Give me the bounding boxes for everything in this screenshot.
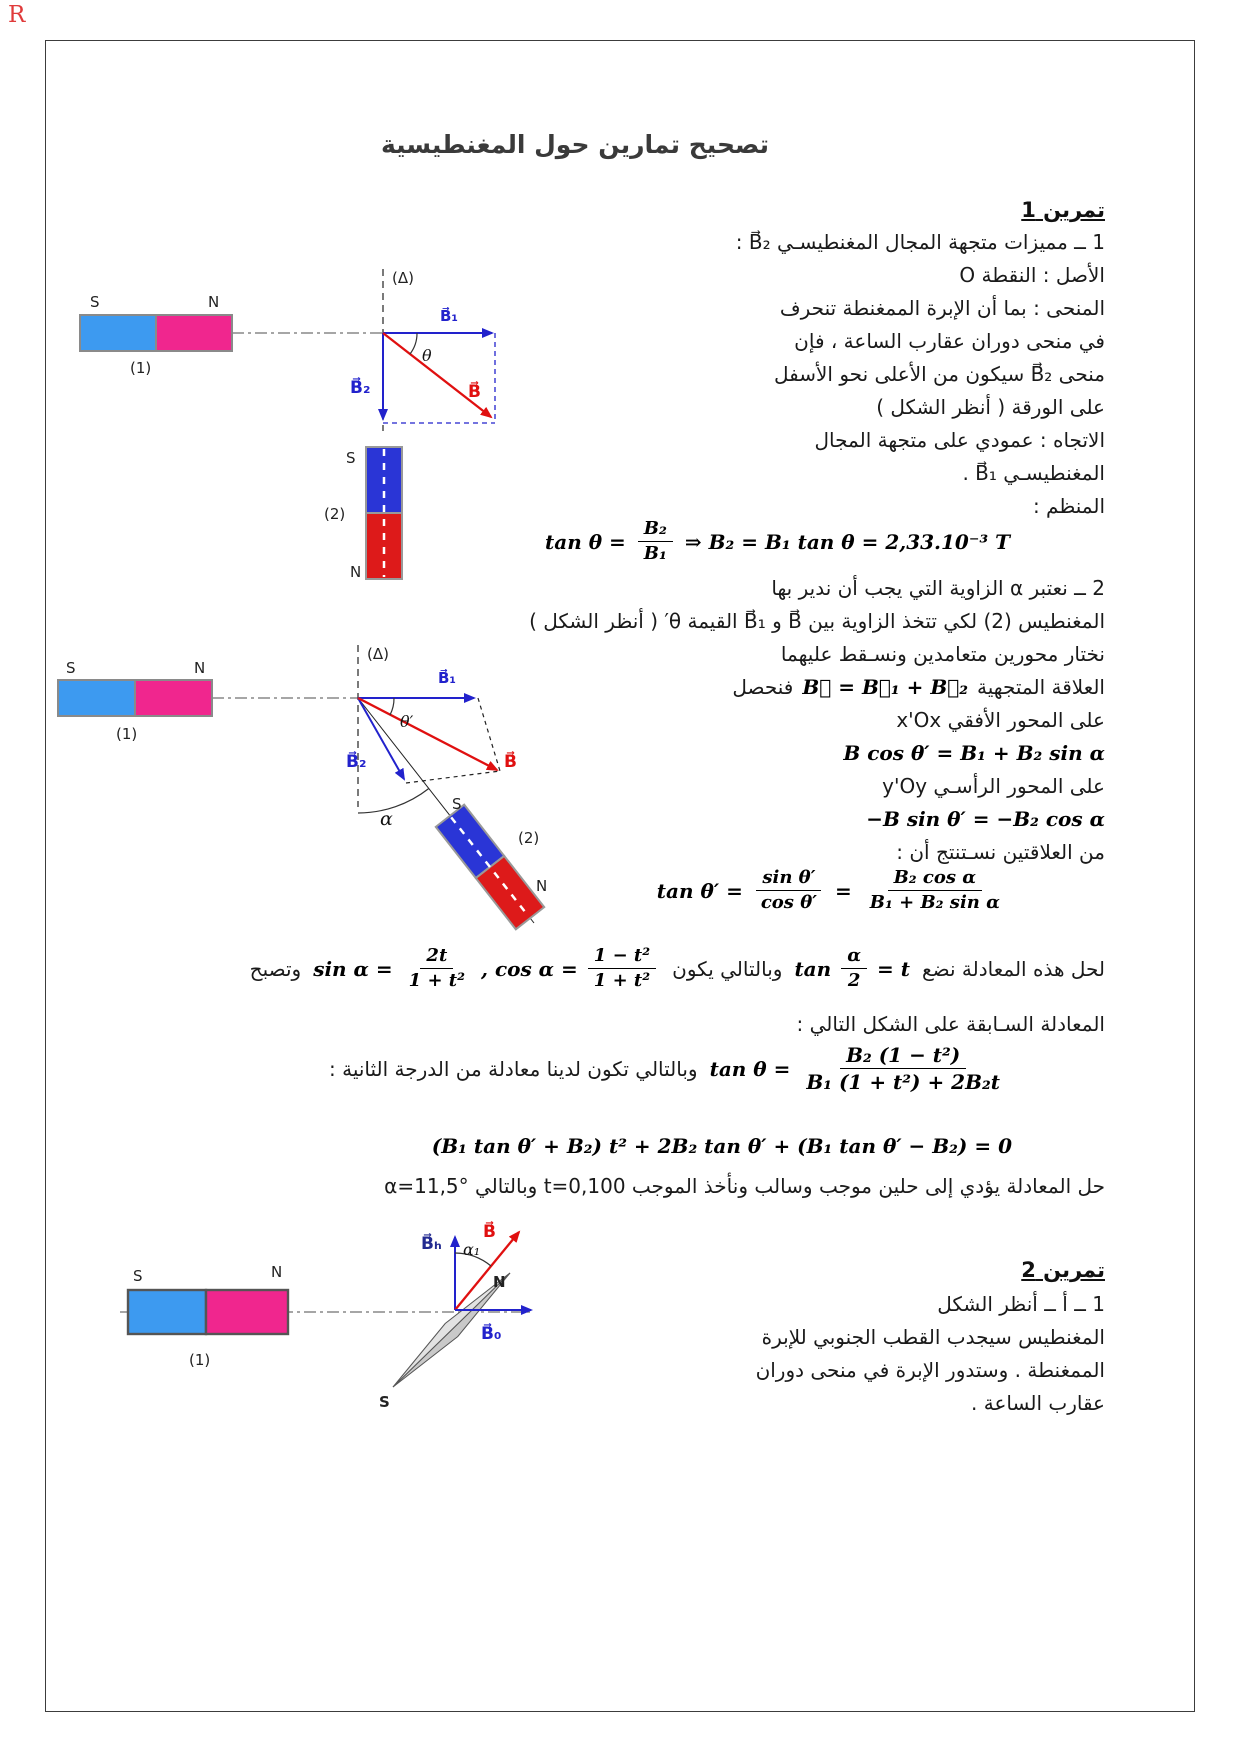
pole-n-label: N (271, 1263, 283, 1281)
text-line: 1 ــ مميزات متجهة المجال المغنطيسـي B⃗₂ : (735, 230, 1105, 254)
vector-relation-line: العلاقة المتجهية B⃗ = B⃗₁ + B⃗₂ فنحصل (732, 671, 1105, 704)
pole-n-label: N (350, 563, 362, 581)
tan-half-alpha-math: tan $\frac{\alpha}{2}$ = t (794, 945, 911, 992)
exercise1-part2 (529, 572, 1105, 671)
text-line: الأصل : النقطة O (959, 263, 1105, 287)
bar-magnet-1 (80, 315, 232, 351)
magnet1-label: (1) (130, 359, 152, 377)
vector-relation-math: B⃗ = B⃗₁ + B⃗₂ (802, 675, 968, 699)
conclude-line: من العلاقتين نسـتنتج أن : (896, 840, 1105, 864)
alpha-label: α (380, 808, 393, 830)
magnet1-label: (1) (189, 1351, 211, 1369)
quadratic-intro-line: tan θ = $\frac{\text{B₂ (1 − t²)}}{\text{B₁ (1 + t²) + 2B₂t}}$ وبالتالي تكون لدينا معادلة من الدرجة الثانية : (329, 1044, 1010, 1094)
vector-b-label: B⃗ (468, 382, 481, 402)
projection-dashed-line (478, 698, 500, 771)
delta-label: (Δ) (392, 269, 414, 287)
diagram-1-field-composition (70, 255, 570, 590)
exercise2-heading: تمرين 2 (1021, 1258, 1105, 1282)
formula-rhs: ⇒ B₂ = B₁ tan θ = 2,33.10⁻³ T (684, 529, 1010, 554)
text-line: المغنطيسـي B⃗₁ . (962, 461, 1105, 485)
theta-label: θ (422, 346, 432, 365)
vector-b-label: B⃗ (483, 1222, 496, 1242)
alpha-angle-arc (358, 789, 429, 814)
bar-magnet-2-vertical (366, 447, 402, 579)
theta-angle-arc (410, 333, 417, 354)
tan-theta-big-fraction: tan θ = $\frac{\text{B₂ (1 − t²)}}{\text{B₁ (1 + t²) + 2B₂t}}$ (709, 1043, 1000, 1095)
page-marker-r: R (8, 2, 26, 28)
bar-magnet-1 (58, 680, 212, 716)
sin-cos-substitution-math: sin α = $\frac{2t}{\text{1 + t²}}$ , cos α = $\frac{\text{1 − t²}}{\text{1 + t²}}$ (313, 946, 660, 991)
magnet2-label: (2) (324, 505, 346, 523)
fraction: $\frac{\text{sin θ′}}{\text{cos θ′}}$ (755, 868, 823, 913)
text-line: منحى B⃗₂ سيكون من الأعلى نحو الأسفل (774, 362, 1105, 386)
text-line: على الورقة ( أنظر الشكل ) (876, 395, 1105, 419)
needle-n-label: N (493, 1273, 506, 1291)
text-line: المغنطيس (2) لكي تتخذ الزاوية بين B⃗ و B⃗₁ القيمة θ′ ( أنظر الشكل ) (529, 609, 1105, 633)
pole-s-label: S (133, 1267, 143, 1285)
theta-prime-angle-arc (390, 698, 394, 715)
exercise2-text (756, 1288, 1105, 1420)
text-line: الممغنطة . وستدور الإبرة في منحى دوران (755, 1358, 1105, 1382)
text-line: المنحى : بما أن الإبرة الممغنطة تنحرف (779, 296, 1105, 320)
text-line: الاتجاه : عمودي على متجهة المجال (814, 428, 1105, 452)
text-line: المغنطيس سيجدب القطب الجنوبي للإبرة (761, 1325, 1105, 1349)
vector-b1-label: B⃗₁ (440, 307, 459, 325)
magnet1-label: (1) (116, 725, 138, 743)
pole-n-label: N (194, 659, 206, 677)
bar-magnet-1 (128, 1290, 288, 1334)
text-line: المنظم : (1032, 494, 1105, 518)
pole-n-label: N (208, 293, 220, 311)
theta-prime-label: θ′ (400, 712, 414, 731)
formula-tan-theta-prime: tan θ′ = $\frac{\text{sin θ′}}{\text{cos θ′}}$ = $\frac{\text{B₂ cos α}}{\text{B₁ + B₂ sin α}}$ (657, 868, 1010, 913)
formula-bcos: B cos θ′ = B₁ + B₂ sin α (843, 741, 1105, 765)
exercise1-heading: تمرين 1 (1021, 198, 1105, 222)
formula-lhs: tan θ = (545, 529, 626, 554)
formula-tan-theta (545, 519, 1010, 564)
quadratic-equation: (B₁ tan θ′ + B₂) t² + 2B₂ tan θ′ + (B₁ tan θ′ − B₂) = 0 (431, 1134, 1012, 1158)
substitution-line: لحل هذه المعادلة نضع tan $\frac{\alpha}{2}$ = t وبالتالي يكون sin α = $\frac{2t}{\text{1 + t²}}$ , cos α = $\frac{\text{1 − t²}}{\text{1 + t²}}$ وتصبح (249, 945, 1105, 992)
text-line: عقارب الساعة . (971, 1391, 1105, 1415)
pole-n-label: N (536, 877, 548, 895)
delta-label: (Δ) (367, 645, 389, 663)
exercise1-intro (736, 226, 1105, 523)
vector-bh-label: B⃗ₕ (421, 1234, 442, 1254)
pole-s-label: S (452, 795, 462, 813)
vector-b0-label: B⃗₀ (481, 1324, 502, 1344)
magnet2-label: (2) (518, 829, 540, 847)
alpha1-label: α₁ (463, 1240, 481, 1259)
text-line: 1 ــ أ ــ أنظر الشكل (937, 1292, 1105, 1316)
formula-bsin: −B sin θ′ = −B₂ cos α (866, 807, 1105, 831)
text-line: في منحى دوران عقارب الساعة ، فإن (794, 329, 1105, 353)
pole-s-label: S (90, 293, 100, 311)
fraction: $\frac{\text{B₂ cos α}}{\text{B₁ + B₂ sin α}}$ (869, 867, 1000, 914)
vector-b2-label: B⃗₂ (350, 378, 371, 398)
pole-s-label: S (346, 449, 356, 467)
vector-b1-label: B⃗₁ (438, 669, 457, 687)
vector-b-label: B⃗ (504, 752, 517, 772)
solution-line: حل المعادلة يؤدي إلى حلين موجب وسالب ونأخذ الموجب t=0,100 وبالتالي α=11,5° (384, 1174, 1105, 1198)
text-line: نختار محورين متعامدين ونسـقط عليهما (780, 642, 1105, 666)
text-line: 2 ــ نعتبر α الزاوية التي يجب أن ندير بها (771, 576, 1105, 600)
page-title: تصحيح تمارين حول المغنطيسية (381, 130, 769, 159)
bar-magnet-2-tilted (436, 805, 544, 930)
pole-s-label: S (66, 659, 76, 677)
diagram-2-rotated-magnet (50, 635, 570, 947)
vector-b-arrow (383, 333, 491, 417)
fraction: $\frac{\text{B₂}}{\text{B₁}}$ (638, 519, 673, 564)
diagram-3-compass-needle (115, 1215, 565, 1430)
y-axis-line: على المحور الرأسـي y'Oy (882, 774, 1105, 798)
vector-b2-label: B⃗₂ (346, 752, 367, 772)
previous-equation-line: المعادلة السـابقة على الشكل التالي : (796, 1012, 1105, 1036)
x-axis-line: على المحور الأفقي x'Ox (896, 708, 1105, 732)
needle-s-label: S (379, 1393, 390, 1411)
